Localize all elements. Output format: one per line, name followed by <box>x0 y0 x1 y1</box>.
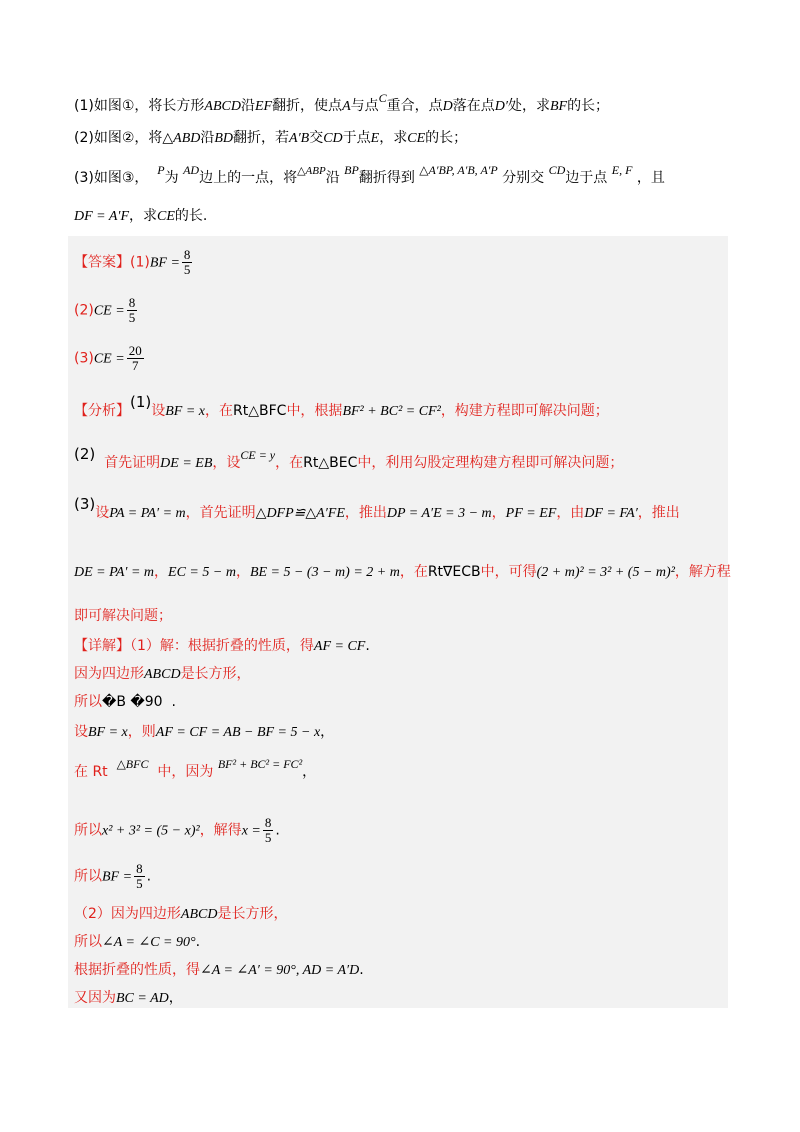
text: 处，求 <box>507 98 550 114</box>
math: x² + 3² = (5 − x)² <box>102 823 200 839</box>
math: PF = EF <box>505 506 557 521</box>
detail-10 <box>74 960 364 981</box>
math: CE = <box>93 351 125 367</box>
math: BC = AD <box>116 991 169 1006</box>
math: EC = 5 − m <box>168 565 236 580</box>
detail-11 <box>74 988 183 1009</box>
text: 所以 <box>74 694 102 710</box>
math: BF <box>549 99 568 114</box>
math: PA = PA′ = m <box>109 506 186 521</box>
detail-7 <box>74 862 151 891</box>
math: DP = A′E = 3 − m <box>386 506 492 521</box>
text: ，在 <box>205 403 234 419</box>
text: ，则 <box>127 724 156 740</box>
text: 是长方形， <box>180 666 251 682</box>
text: . <box>275 822 280 839</box>
text: . <box>359 962 364 978</box>
text: 边于点 <box>565 170 608 186</box>
text: ， <box>154 564 169 580</box>
math: (2 + m)² = 3² + (5 − m)² <box>536 565 675 580</box>
text: 设 <box>74 724 88 740</box>
math: CE <box>407 131 426 146</box>
math: D <box>442 99 453 114</box>
text: 所以 <box>74 822 102 839</box>
denominator: 5 <box>128 310 136 325</box>
text: ，求 <box>379 130 408 146</box>
text: . <box>365 638 370 654</box>
math: A′B <box>289 131 310 146</box>
text: ，解方程 <box>674 564 731 580</box>
text: . <box>146 868 152 885</box>
math: DF = FA′ <box>584 506 638 521</box>
text: 于点 <box>342 130 371 146</box>
math: ABCD <box>204 99 241 114</box>
text: 中，根据 <box>286 403 343 419</box>
text: （2）因为四边形 <box>74 906 181 922</box>
analysis-3 <box>74 495 680 524</box>
denominator: 5 <box>264 830 272 845</box>
text: ，推出 <box>344 505 387 521</box>
text: (1) <box>130 393 152 411</box>
text: (3) <box>74 495 96 513</box>
math: CE = <box>93 303 125 319</box>
math: BF² + BC² = CF² <box>342 404 441 419</box>
text: 是长方形， <box>217 906 288 922</box>
detail-5 <box>74 757 317 782</box>
question-3-cont <box>74 206 207 227</box>
text: ， <box>320 724 335 740</box>
text: ，求 <box>129 208 158 224</box>
text: 落在点 <box>452 98 495 114</box>
analysis-label: 【分析】 <box>74 403 130 419</box>
detail-label: 【详解】 <box>74 638 130 654</box>
text: 与点 <box>350 98 379 114</box>
text: ，推出 <box>637 505 680 521</box>
text: （1）解：根据折叠的性质，得 <box>130 638 314 654</box>
text: 的长； <box>425 130 468 146</box>
math: BP <box>344 163 359 177</box>
math: Rt△BEC <box>303 455 358 471</box>
denominator: 5 <box>183 262 191 277</box>
detail-3 <box>74 692 176 712</box>
denominator: 5 <box>136 876 143 891</box>
numerator: 8 <box>183 247 191 262</box>
text: (1)如图①，将长方形 <box>74 98 205 114</box>
text: 沿 <box>325 170 340 186</box>
text: 因为四边形 <box>74 666 144 682</box>
detail-6 <box>74 816 280 845</box>
text: 翻折，使点 <box>272 98 343 114</box>
math: CE <box>157 209 175 224</box>
text: 设 <box>151 403 166 419</box>
answer-2 <box>74 296 139 325</box>
math: Rt∇ECB <box>427 564 481 580</box>
math: ∠A = ∠A′ = 90°, AD = A′D <box>200 963 360 978</box>
text: 的长. <box>174 208 208 224</box>
math: EF <box>254 99 273 114</box>
text: (2) <box>74 302 94 319</box>
math: P <box>157 163 165 177</box>
analysis-1 <box>74 393 609 422</box>
math: △A′BP, A′B, A′P <box>419 163 498 177</box>
detail-1 <box>74 636 370 657</box>
math: A <box>342 99 351 114</box>
detail-9 <box>74 932 200 953</box>
math: BF² + BC² = FC² <box>217 757 303 771</box>
math: AF = CF = AB − BF = 5 − x <box>155 725 321 740</box>
analysis-4 <box>74 562 731 583</box>
text: 沿 <box>240 98 255 114</box>
math: △ABP <box>297 165 326 177</box>
text: ， <box>491 505 506 521</box>
text: ， <box>302 764 317 780</box>
text: . <box>195 934 201 950</box>
text: ，解得 <box>199 822 242 839</box>
analysis-5 <box>74 606 172 626</box>
math: CD <box>548 163 566 177</box>
text: ，且 <box>636 170 665 186</box>
text: (1) <box>130 254 150 271</box>
text: 中，可得 <box>480 564 537 580</box>
math: D′ <box>494 99 508 114</box>
math: BF = <box>102 869 133 885</box>
math: BF = <box>149 255 180 271</box>
text: 中，因为 <box>157 764 214 780</box>
text: ，设 <box>212 455 241 471</box>
text: ，构建方程即可解决问题； <box>440 403 609 419</box>
numerator: 8 <box>264 815 272 830</box>
math: CE = y <box>240 448 276 462</box>
fraction <box>182 248 193 277</box>
math: ABCD <box>144 667 181 682</box>
text: 所以 <box>74 868 102 885</box>
fraction <box>263 816 274 845</box>
question-1 <box>74 91 610 117</box>
math: x = <box>241 823 261 839</box>
text: 翻折得到 <box>358 170 415 186</box>
fraction <box>134 862 145 891</box>
text: ， <box>168 990 183 1006</box>
text: 分别交 <box>502 170 545 186</box>
text: 重合，点 <box>386 98 443 114</box>
text: ，在 <box>275 455 304 471</box>
text: 在 Rt <box>74 764 108 780</box>
text: 根据折叠的性质，得 <box>74 962 200 978</box>
math: E, F <box>611 163 633 177</box>
text: ，首先证明 <box>185 505 256 521</box>
text: 即可解决问题； <box>74 608 172 624</box>
text: 为 <box>164 170 179 186</box>
math: △ABD <box>162 131 201 146</box>
denominator: 7 <box>131 358 139 373</box>
text: 首先证明 <box>104 455 161 471</box>
text: (3)如图③， <box>74 170 149 186</box>
detail-8 <box>74 904 287 925</box>
text: ， <box>235 564 250 580</box>
math: DE = PA′ = m <box>74 565 155 580</box>
math: DF = A′F <box>74 209 130 224</box>
text: 的长； <box>567 98 610 114</box>
numerator: 8 <box>136 861 143 876</box>
math: E <box>370 131 380 146</box>
math: BD <box>214 131 234 146</box>
math: ABCD <box>180 907 218 922</box>
math: C <box>378 91 387 105</box>
text: (2)如图②，将 <box>74 130 163 146</box>
text: 中，利用勾股定理构建方程即可解决问题； <box>357 455 624 471</box>
detail-2 <box>74 664 251 685</box>
fraction <box>127 296 138 325</box>
text: 交 <box>309 130 324 146</box>
text: 沿 <box>200 130 215 146</box>
math: △DFP≌△A′FE <box>255 506 345 521</box>
math: DE = EB <box>160 456 213 471</box>
math: �B �90 <box>102 694 163 710</box>
question-3 <box>74 163 665 189</box>
text: ，由 <box>556 505 585 521</box>
numerator: 8 <box>128 295 136 310</box>
numerator: 20 <box>128 343 142 358</box>
answer-3 <box>74 344 146 373</box>
text: 所以 <box>74 934 102 950</box>
answer-1 <box>74 248 194 277</box>
analysis-2 <box>74 445 624 474</box>
text: (2) <box>74 445 96 463</box>
math: AF = CF <box>313 639 366 654</box>
math: △BFC <box>116 757 149 771</box>
text: 设 <box>95 505 110 521</box>
text: 翻折，若 <box>233 130 290 146</box>
math: BE = 5 − (3 − m) = 2 + m <box>249 565 400 580</box>
text: 又因为 <box>74 990 116 1006</box>
fraction <box>127 344 144 373</box>
math: ∠A = ∠C = 90° <box>102 935 196 950</box>
text: 边上的一点，将 <box>199 170 298 186</box>
detail-4 <box>74 722 334 743</box>
math: BF = x <box>88 725 128 740</box>
math: CD <box>323 131 343 146</box>
math: Rt△BFC <box>233 403 287 419</box>
answer-label: 【答案】 <box>74 254 130 271</box>
math: AD <box>183 163 200 177</box>
math: BF = x <box>165 404 206 419</box>
text: ，在 <box>399 564 428 580</box>
question-2 <box>74 128 467 149</box>
text: (3) <box>74 350 94 367</box>
text: . <box>171 694 176 710</box>
